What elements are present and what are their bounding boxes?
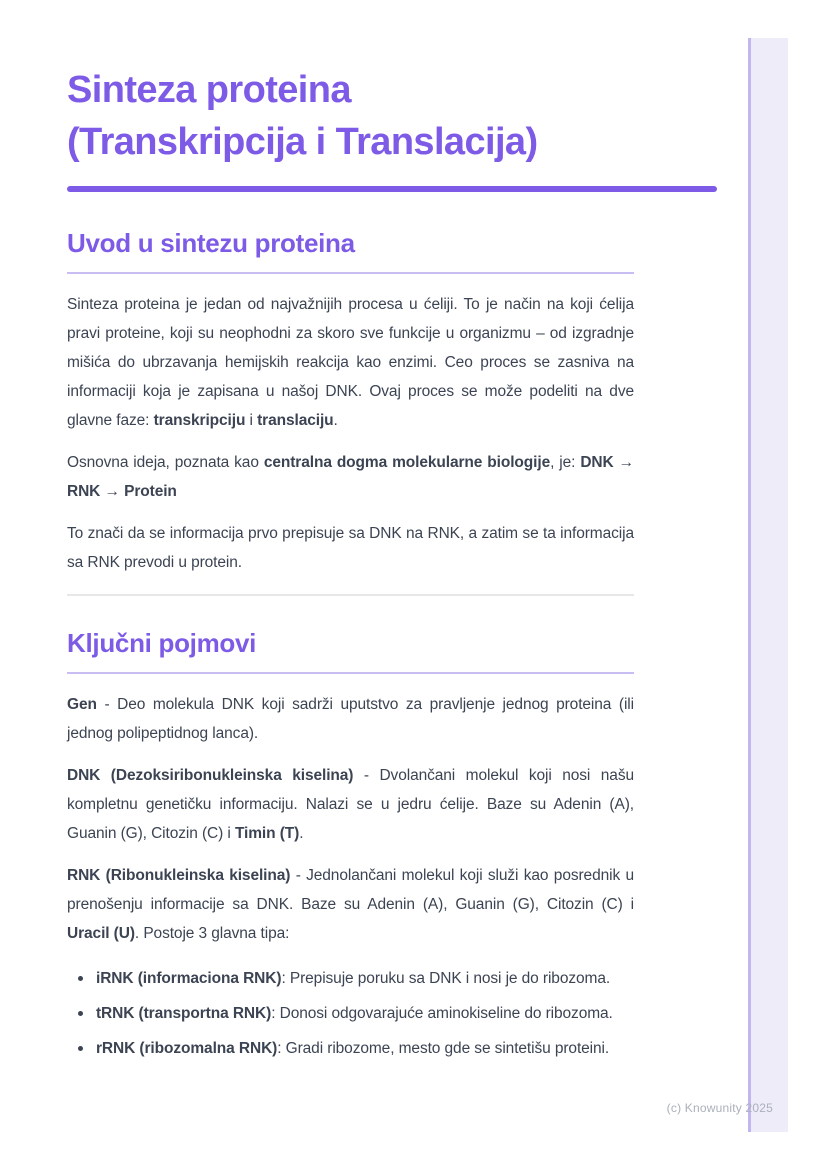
copyright-footer: (c) Knowunity 2025: [666, 1101, 773, 1115]
paragraph-dnk: DNK (Dezoksiribonukleinska kiselina) - Dvolančani molekul koji nosi našu kompletnu genetičku informaciju. Nalazi se u jedru ćelije. Baze su Adenin (A), Guanin (G), Citozin (C) i Timin (T).: [67, 767, 634, 842]
rnk-types-list: [67, 964, 634, 1063]
list-item-trnk: tRNK (transportna RNK): Donosi odgovarajuće aminokiseline do ribozoma.: [67, 999, 634, 1028]
section-heading-kljucni-pojmovi: Ključni pojmovi: [67, 628, 257, 658]
list-item-rrnk: rRNK (ribozomalna RNK): Gradi ribozome, mesto gde se sintetišu proteini.: [67, 1034, 634, 1063]
section-underline-kljucni-pojmovi: [67, 672, 634, 674]
paragraph-intro-1: Sinteza proteina je jedan od najvažnijih procesa u ćeliji. To je način na koji ćelija pravi proteine, koji su neophodni za skoro sve funkcije u organizmu – od izgradnje mišića do ubrzavanja hemijskih reakcija kao enzimi. Ceo proces se zasniva na informaciji koja je zapisana u našoj DNK. Ovaj proces se može podeliti na dve glavne faze: transkripciju i translaciju.: [67, 296, 634, 429]
paragraph-intro-3: To znači da se informacija prvo prepisuje sa DNK na RNK, a zatim se ta informacija sa RNK prevodi u protein.: [67, 525, 634, 571]
document-title-line1: Sinteza proteina: [67, 69, 351, 111]
paragraph-rnk: RNK (Ribonukleinska kiselina) - Jednolančani molekul koji služi kao posrednik u prenošenju informacije sa DNK. Baze su Adenin (A), Guanin (G), Citozin (C) i Uracil (U). Postoje 3 glavna tipa:: [67, 867, 634, 942]
title-divider: [67, 186, 717, 192]
section-underline-uvod: [67, 272, 634, 274]
document-page: [67, 0, 717, 1069]
paragraph-central-dogma: Osnovna ideja, poznata kao centralna dogma molekularne biologije, je: DNK → RNK → Protein: [67, 454, 634, 500]
section-divider: [67, 594, 634, 596]
section-heading-uvod: Uvod u sintezu proteina: [67, 228, 355, 258]
list-item-irnk: iRNK (informaciona RNK): Prepisuje poruku sa DNK i nosi je do ribozoma.: [67, 964, 634, 993]
paragraph-gen: Gen - Deo molekula DNK koji sadrži uputstvo za pravljenje jednog proteina (ili jednog polipeptidnog lanca).: [67, 696, 634, 742]
document-title-line2: (Transkripcija i Translacija): [67, 121, 538, 163]
page-side-accent-strip: [748, 38, 788, 1132]
document-title: [67, 64, 717, 168]
